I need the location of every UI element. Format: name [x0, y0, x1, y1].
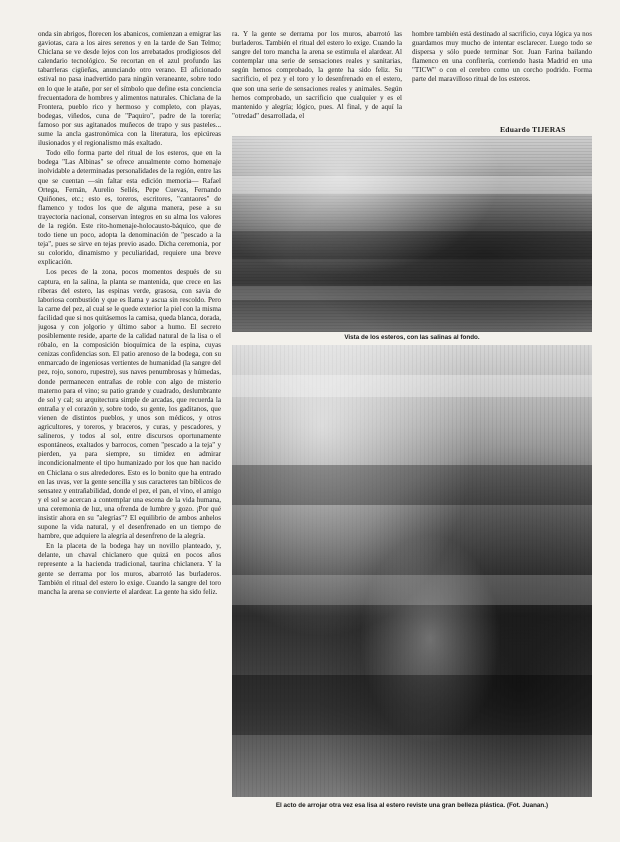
article-column-right: [412, 30, 592, 138]
author-signature: Eduardo TIJERAS: [500, 125, 566, 134]
article-column-middle: [232, 30, 402, 138]
article-paragraph: Los peces de la zona, pocos momentos después de su captura, en la salina, la planta se mantenida, que crece en las riberas del estero, las espinas verde, grasosa, con savia de laboriosa combustión y que es llama y ascua sin rescoldo. Pero la carne del pez, al cual se le quede exterior la piel con la misma facilidad que si nos quitásemos la camisa, queda blanca, dorada, jugosa y con jolgorio y último sabor a humo. El secreto posiblemente reside, aparte de la calidad natural de la lisa o el róbalo, en la composición bioquímica de la espina, cuyas cenizas confidencias son. El patio arenoso de la bodega, con su enmarcado de ingeniosas vertientes de humanidad (la sangre del pez, rojo, sonoro, rupestre), sus naves penumbrosas y húmedas, donde permanecen entrañas de roble con algo de misterio materno para el vino; su patio grande y cuadrado, deslumbrante de sol y cal; su arquitectura simple de arcadas, que recuerda la entraña y el corazón y, sobre todo, su gente, los gaditanos, que vienen de distintos pueblos, y unos son médicos, y otros agricultores, y toreros, y braceros, y curas, y pescadores, y salineros, y todos al sol, entre discursos oportunamente espontáneos, exaltados y barrocos, comen "pescado a la teja" y pierden, ya para siempre, su timidez en admirar incondicionalmente el tipo humanizado por los que han nacido en Chiclana o sus alrededores. Esto es lo bonito que ha entrado en las uvas, ver la gente sencilla y sus caracteres tan bíblicos de sensatez y entrañabilidad, donde el pez, el pan, el vino, el amigo y el sol se acercan a contemplar una escena de la vida humana, una ceremonia de luz, una ofrenda de lumbre y gozo. ¡Por qué insistir ahora en su "alegrías"? El equilibrio de ambos anhelos supone la vida natural, y el desenfrenado en un tiempo de hambre, que adquiere la alegría al desenfreno de la alegría.: [38, 268, 221, 541]
article-paragraph: Todo ello forma parte del ritual de los esteros, que en la bodega "Las Albinas" se ofrece anualmente como homenaje inolvidable a determinadas personalidades de la región, entre las que se cuentan —sin faltar esta edición memoria— Rafael Ortega, Fernán, Aurelio Sellés, Pepe Cuevas, Fernando Quiñones, etc.; esto es, toreros, escritores, "cantaores" de flamenco y todos los que de alguna manera, pese a su trayectoria nacional, conservan íntegros en su alma los valores de la región. Este rito-homenaje-holocausto-báquico, que de todo tiene un poco, adopta la denominación de "pescado a la teja", pues se sirve en tejas previo asado. Dicha ceremonia, por su colorido, dinamismo y peculiaridad, requiere una breve explicación.: [38, 149, 221, 267]
photo-esteros-salinas: [232, 136, 592, 332]
article-column-left: [38, 30, 221, 830]
photo-caption: El acto de arrojar otra vez esa lisa al estero reviste una gran belleza plástica. (Fot. Juanan.): [275, 802, 549, 809]
photo-caption: Vista de los esteros, con las salinas al fondo.: [344, 334, 480, 341]
article-paragraph: onda sin abrigos, florecen los abanicos, comienzan a emigrar las gaviotas, cara a los aires serenos y en la tarde de San Telmo; Chiclana se ve desde lejos con los arrebatados prodigiosos del calendario tecnológico. Se recortan en el azul profundo las tabarrleras cigüeñas, anunciando otro verano. El aficionado estival no pasa inadvertido para ningún veraneante, sobre todo en lo que le atañe, por ser el símbolo que define esta conciencia frecuentadora de hombres y alimentos naturales. Chiclana de la Frontera, pueblo rico y hermoso y completo, con playas, bodegas, viñedos, cuna de "Paquiro", padre de la torería; famoso por sus agitanados muñecos de trapo y sus pasteles... sume la ancla gastronómica con la literatura, los epicúreas ilusionados y el regionalismo más exaltado.: [38, 30, 221, 148]
article-paragraph: ra. Y la gente se derrama por los muros, abarrotó las burladeros. También el ritual del estero lo exige. Cuando la sangre del toro mancha la arena se estimula el alardear. Al contemplar una serie de sensaciones reales y sanitarias, según hemos comprobado, la gente ha sido feliz. Su sacrificio, el pez y el toro y lo desenfrenado en el estero, que son una serie de sensaciones reales y animales. Según hemos comprobado, un sacrificio que cualquier y es el mantenido y alegría; lógico, pues. Al final, y de aquí la "otredad" desarrollada, el: [232, 30, 402, 120]
photo-arrojar-lisa: [232, 345, 592, 797]
article-paragraph: En la placeta de la bodega hay un novillo planteado, y, delante, un chaval chiclanero que quizá en pocos años represente a la hacienda tradicional, taurina chiclanera. Y la gente se derrama por los muros, abarrotó las burladeros. También el ritual del estero lo exige. Cuando la sangre del toro mancha la arena se convierte el alardear. La gente ha sido feliz.: [38, 542, 221, 596]
article-paragraph: hombre también está destinado al sacrificio, cuya lógica ya nos guardamos muy mucho de intentar esclarecer. Luego todo se dispersa y sólo puede terminar Sor. Juan Farina bailando flamenco en una confitería, corriendo hasta Madrid en una "TICW" o con el cerebro como un corcho podrido. Forma parte del maravilloso ritual de los esteros.: [412, 30, 592, 84]
